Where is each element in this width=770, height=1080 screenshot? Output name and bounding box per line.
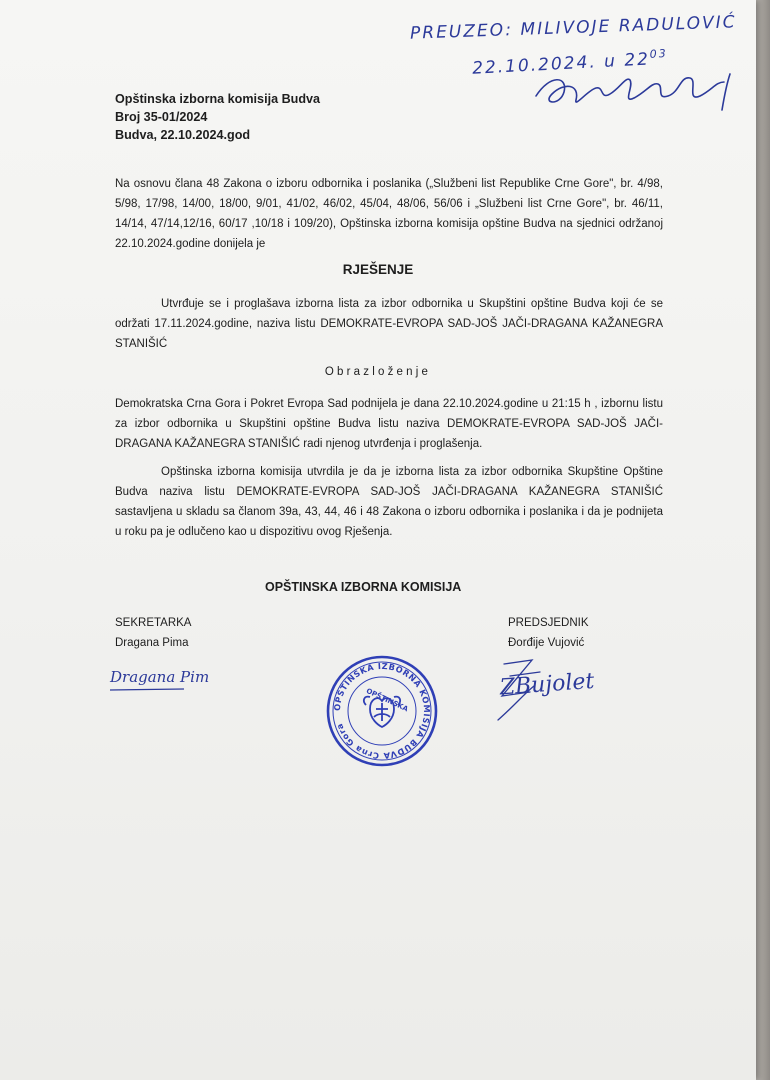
decision-paragraph: Utvrđuje se i proglašava izborna lista za izbor odbornika u Skupštini opštine Budva koji će se održati 17.11.2024.godine, naziva listu DEMOKRATE-EVROPA SAD-JOŠ JAČI-DRAGANA KAŽANEGRA STANIŠIĆ: [115, 298, 663, 350]
handwritten-received-note: PREUZEO: MILIVOJE RADULOVIĆ: [409, 12, 737, 44]
president-signature-text: ZBujolet: [498, 668, 596, 701]
reasoning-paragraph-2: Opštinska izborna komisija utvrdila je da je izborna lista za izbor odbornika Skupštine Opštine Budva naziva listu DEMOKRATE-EVROPA SAD-JOŠ JAČI-DRAGANA KAŽANEGRA STANIŠIĆ sastavljena u skladu sa članom 39a, 43, 44, 46 i 48 Zakona o izboru odbornika i poslanika i da je podnijeta u roku pa je odlučeno kao u dispozitivu ovog Rješenja.: [115, 466, 663, 538]
reasoning-paragraph-1: Demokratska Crna Gora i Pokret Evropa Sad podnijela je dana 22.10.2024.godine u 21:15 h , izbornu listu za izbor odbornika u Skupštini opštine Budva listu naziva DEMOKRATE-EVROPA SAD-JOŠ JAČI-DRAGANA KAŽANEGRA STANIŠIĆ radi njenog utvrđenja i proglašenja.: [115, 398, 663, 450]
receiver-signature: [530, 70, 745, 112]
handwritten-date: 22.10.2024.: [471, 52, 598, 79]
president-role: PREDSJEDNIK: [508, 617, 589, 629]
intro-paragraph: Na osnovu člana 48 Zakona o izboru odbornika i poslanika („Službeni list Republike Crne Gore", br. 4/98, 5/98, 17/98, 14/00, 18/00, 9/01, 41/02, 46/02, 45/04, 48/06, 56/06 i „Službeni list Crne Gore", br. 46/11, 14/14, 47/14,12/16, 60/17 ,10/18 i 109/20), Opštinska izborna komisija opštine Budva na sjednici održanoj 22.10.2024.godine donijela je: [115, 178, 663, 250]
handwritten-time-hour: 22: [623, 49, 651, 71]
document-place-date: Budva, 22.10.2024.god: [115, 128, 251, 142]
stamp-ring-text: OPŠTINSKA IZBORNA KOMISIJA BUDVA Crna Gora: [331, 660, 433, 762]
president-name: Đorđije Vujović: [508, 637, 585, 649]
secretary-block: [115, 613, 191, 653]
reasoning-title: Obrazloženje: [324, 366, 432, 378]
secretary-signature: [106, 656, 226, 696]
president-signature: [494, 650, 644, 725]
secretary-role: SEKRETARKA: [115, 617, 192, 629]
president-block: [508, 613, 589, 653]
handwritten-time-minutes: 03: [649, 46, 668, 61]
document-header: [115, 90, 320, 144]
handwritten-time-prefix: u: [603, 51, 618, 72]
document-number: Broj 35-01/2024: [115, 110, 208, 124]
stamp-center-text: OPŠTINSKA: [364, 686, 410, 714]
commission-title: OPŠTINSKA IZBORNA KOMISIJA: [265, 580, 462, 594]
issuer-name: Opštinska izborna komisija Budva: [115, 92, 321, 106]
official-stamp: [326, 655, 438, 767]
document-title: RJEŠENJE: [342, 262, 414, 277]
secretary-signature-text: Dragana Pim: [110, 668, 210, 686]
secretary-name: Dragana Pima: [115, 637, 189, 649]
